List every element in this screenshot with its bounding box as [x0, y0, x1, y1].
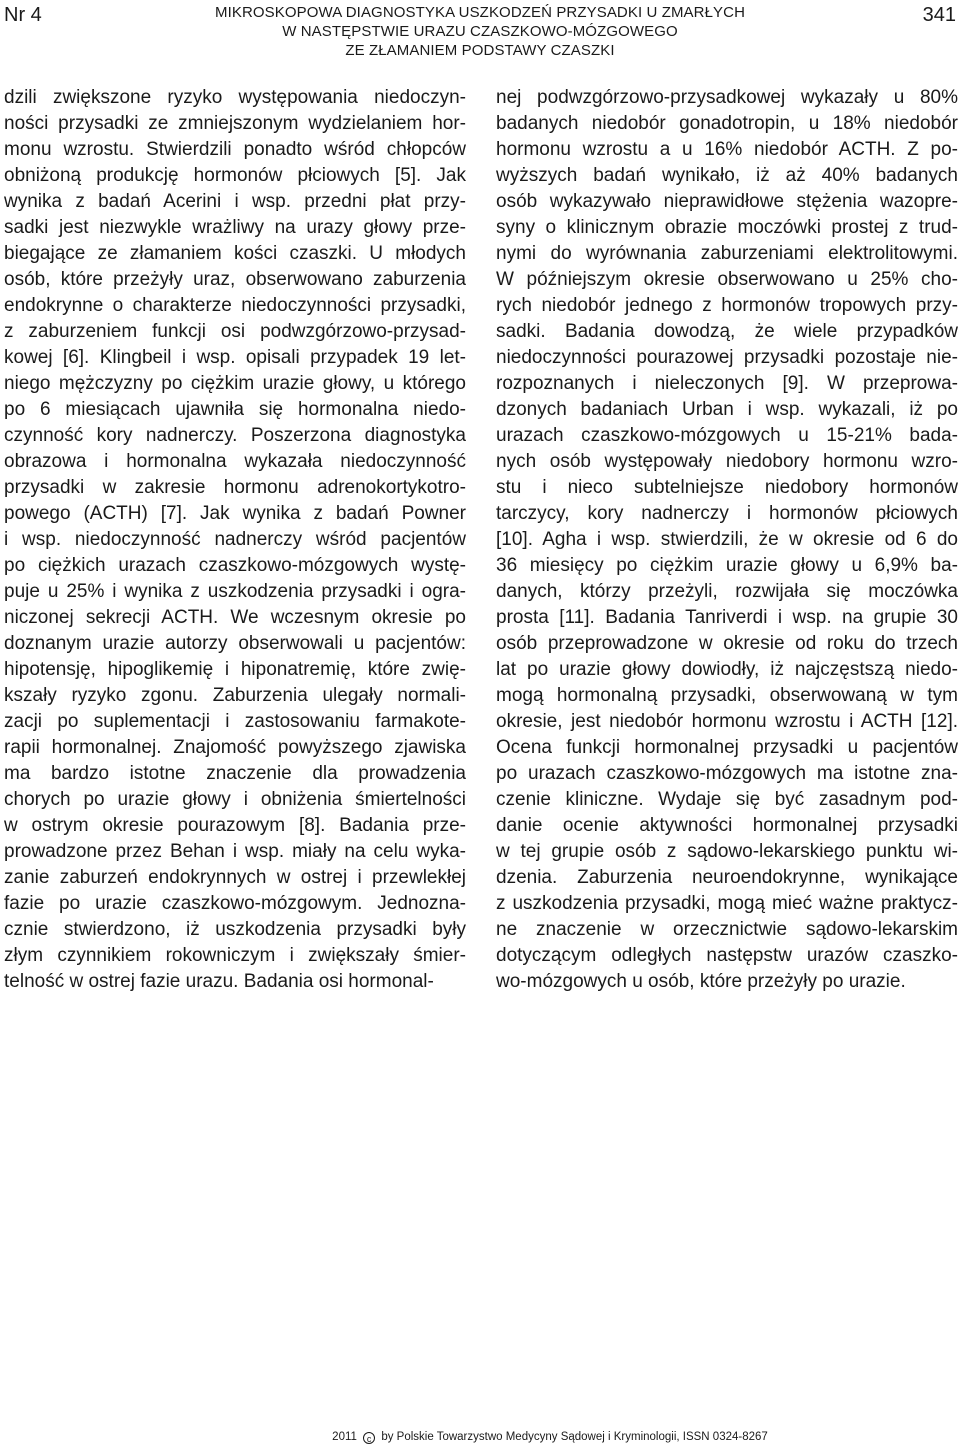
page-footer — [200, 1430, 900, 1444]
text-line: W późniejszym okresie obserwowano u 25% cho- — [496, 269, 958, 290]
text-line: syny o klinicznym obrazie moczówki prostej z trud- — [496, 217, 958, 238]
text-line: prosta [11]. Badania Tanriverdi i wsp. na grupie 30 — [496, 607, 958, 628]
text-line: puje u 25% i wynika z uszkodzenia przysadki i ogra- — [4, 581, 466, 602]
text-line: hormonu wzrostu a u 16% niedobór ACTH. Z po- — [496, 139, 958, 160]
text-line: rych niedobór jednego z hormonów tropowych przy- — [496, 295, 958, 316]
text-line: sadki jest niezwykle wrażliwy na urazy głowy prze- — [4, 217, 466, 238]
right-text-column — [496, 85, 958, 995]
text-line: hipotensję, hipoglikemię i hiponatremię, które zwię- — [4, 659, 466, 680]
text-line: dzenia. Zaburzenia neuroendokrynne, wynikające — [496, 867, 958, 888]
running-title — [200, 3, 760, 60]
text-line: z uszkodzenia przysadki, mogą mieć ważne praktycz- — [496, 893, 958, 914]
text-line: rozpoznanych i nieleczonych [9]. W przeprowa- — [496, 373, 958, 394]
running-title-line: W NASTĘPSTWIE URAZU CZASZKOWO-MÓZGOWEGO — [282, 23, 678, 40]
text-line: endokrynne o charakterze niedoczynności przysadki, — [4, 295, 466, 316]
text-line: lat po urazie głowy dowiodły, iż najczęstszą niedo- — [496, 659, 958, 680]
text-line: telność w ostrej fazie urazu. Badania osi hormonal- — [4, 971, 434, 992]
text-line: czynność kory nadnerczy. Poszerzona diagnostyka — [4, 425, 466, 446]
text-line: czenie kliniczne. Wydaje się być zasadnym pod- — [496, 789, 958, 810]
text-line: w tej grupie osób z sądowo-lekarskiego punktu wi- — [496, 841, 958, 862]
text-line: danych, którzy przeżyli, rozwijała się moczówka — [496, 581, 958, 602]
text-line: wo-mózgowych u osób, które przeżyły po urazie. — [496, 971, 906, 992]
text-line: okresie, jest niedobór hormonu wzrostu i ACTH [12]. — [496, 711, 958, 732]
text-line: Ocena funkcji hormonalnej przysadki u pacjentów — [496, 737, 958, 758]
text-line: doznanym urazie autorzy obserwowali u pacjentów: — [4, 633, 466, 654]
text-line: zacji po suplementacji i zastosowaniu farmakote- — [4, 711, 466, 732]
text-line: ności przysadki ze zmniejszonym wydzielaniem hor- — [4, 113, 466, 134]
text-line: prowadzone przez Behan i wsp. miały na celu wyka- — [4, 841, 466, 862]
text-line: chorych po urazie głowy i obniżenia śmiertelności — [4, 789, 466, 810]
text-line: ne znaczenie w orzecznictwie sądowo-lekarskim — [496, 919, 958, 940]
text-line: dzonych badaniach Urban i wsp. wykazali, iż po — [496, 399, 958, 420]
text-line: fazie po urazie czaszkowo-mózgowym. Jednozna- — [4, 893, 466, 914]
text-line: ma bardzo istotne znaczenie dla prowadzenia — [4, 763, 466, 784]
text-line: obrazowa i hormonalna wykazała niedoczynność — [4, 451, 466, 472]
text-line: kowej [6]. Klingbeil i wsp. opisali przypadek 19 let- — [4, 347, 466, 368]
left-text-column — [4, 85, 466, 995]
text-line: danie ocenie aktywności hormonalnej przysadki — [496, 815, 958, 836]
text-line: mogą hormonalną przysadki, obserwowaną w tym — [496, 685, 958, 706]
footer-text: by Polskie Towarzystwo Medycyny Sądowej i Kryminologii, ISSN 0324-8267 — [381, 1431, 768, 1443]
text-line: stu i nieco subtelniejsze niedobory hormonów — [496, 477, 958, 498]
text-line: nej podwzgórzowo-przysadkowej wykazały u 80% — [496, 87, 958, 108]
text-line: tarczycy, kory nadnerczy i hormonów płciowych — [496, 503, 958, 524]
text-line: dotyczącym odległych następstw urazów czaszko- — [496, 945, 958, 966]
text-line: badanych niedobór gonadotropin, u 18% niedobór — [496, 113, 958, 134]
text-line: rapii hormonalnej. Znajomość powyższego zjawiska — [4, 737, 466, 758]
text-line: obniżoną produkcję hormonów płciowych [5]. Jak — [4, 165, 466, 186]
text-line: sadki. Badania dowodzą, że wiele przypadków — [496, 321, 958, 342]
page-header — [0, 0, 960, 70]
text-line: po 6 miesiącach ujawniła się hormonalna niedo- — [4, 399, 466, 420]
page-number: 341 — [922, 4, 956, 26]
text-line: powego (ACTH) [7]. Jak wynika z badań Powner — [4, 503, 466, 524]
running-title-line: MIKROSKOPOWA DIAGNOSTYKA USZKODZEŃ PRZYSADKI U ZMARŁYCH — [214, 4, 746, 21]
text-line: przysadki w zakresie hormonu adrenokortykotro- — [4, 477, 466, 498]
text-line: monu wzrostu. Stwierdzili ponadto wśród chłopców — [4, 139, 466, 160]
issue-number: Nr 4 — [4, 4, 42, 26]
text-line: niczonej sekrecji ACTH. We wczesnym okresie po — [4, 607, 466, 628]
text-line: z zaburzeniem funkcji osi podwzgórzowo-przysad- — [4, 321, 466, 342]
text-line: osób przeprowadzone w okresie od roku do trzech — [496, 633, 958, 654]
text-line: dzili zwiększone ryzyko występowania niedoczyn- — [4, 87, 466, 108]
text-line: po ciężkich urazach czaszkowo-mózgowych wystę- — [4, 555, 466, 576]
text-line: cznie stwierdzono, iż uszkodzenia przysadki były — [4, 919, 466, 940]
text-line: 36 miesięcy po ciężkim urazie głowy u 6,9% ba- — [496, 555, 958, 576]
text-line: zanie zaburzeń endokrynnych w ostrej i przewlekłej — [4, 867, 466, 888]
text-line: kszały ryzyko zgonu. Zaburzenia ulegały normali- — [4, 685, 466, 706]
text-line: osób, które przeżyły uraz, obserwowano zaburzenia — [4, 269, 466, 290]
text-line: urazach czaszkowo-mózgowych u 15-21% bada- — [496, 425, 958, 446]
text-line: i wsp. niedoczynność nadnerczy wśród pacjentów — [4, 529, 466, 550]
text-line: złym czynnikiem rokowniczym i zwiększały śmier- — [4, 945, 466, 966]
footer-year: 2011 — [332, 1431, 357, 1443]
text-line: wynika z badań Acerini i wsp. przedni płat przy- — [4, 191, 466, 212]
copyright-icon: c — [363, 1432, 375, 1444]
text-line: w ostrym okresie pourazowym [8]. Badania prze- — [4, 815, 466, 836]
text-line: nych osób występowały niedobory hormonu wzro- — [496, 451, 958, 472]
text-line: niedoczynności pourazowej przysadki pozostaje nie- — [496, 347, 958, 368]
text-line: wyższych badań wynikało, iż aż 40% badanych — [496, 165, 958, 186]
text-line: biegające ze złamaniem kości czaszki. U młodych — [4, 243, 466, 264]
text-line: [10]. Agha i wsp. stwierdzili, że w okresie od 6 do — [496, 529, 958, 550]
text-line: niego mężczyzny po ciężkim urazie głowy, u którego — [4, 373, 466, 394]
running-title-line: ZE ZŁAMANIEM PODSTAWY CZASZKI — [345, 42, 615, 59]
text-line: osób wykazywało nieprawidłowe stężenia wazopre- — [496, 191, 958, 212]
text-line: po urazach czaszkowo-mózgowych ma istotne zna- — [496, 763, 958, 784]
text-line: nymi do wyrównania zaburzeniami elektrolitowymi. — [496, 243, 958, 264]
